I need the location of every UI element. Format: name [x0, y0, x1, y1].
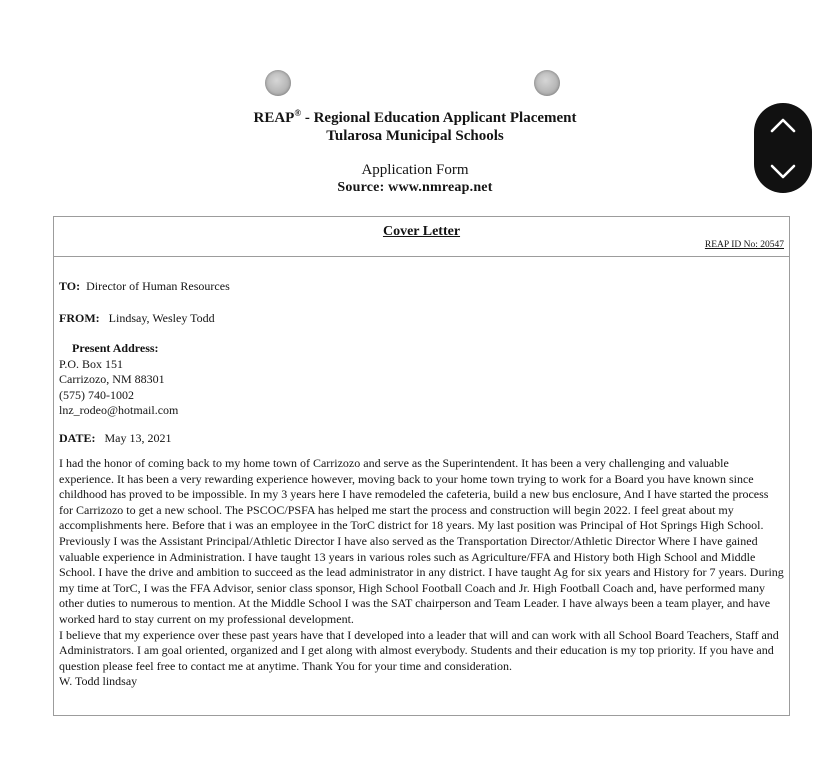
letter-text [59, 456, 784, 690]
cover-letter-box [53, 216, 790, 716]
email-address: lnz_rodeo@hotmail.com [59, 403, 179, 417]
date-line [59, 431, 784, 447]
chevron-down-icon[interactable] [768, 156, 798, 186]
address-line: P.O. Box 151 [59, 356, 124, 371]
signature-line: W. Todd lindsay [59, 674, 138, 689]
scroll-control [754, 103, 812, 193]
cover-letter-header [54, 217, 789, 257]
from-line [59, 311, 784, 327]
present-address-label: Present Address: [72, 341, 159, 355]
address-line: (575) 740-1002 [59, 387, 134, 402]
document-header [200, 104, 630, 197]
to-value: Director of Human Resources [86, 279, 230, 293]
address-line: Carrizozo, NM 88301 [59, 372, 165, 386]
address-block [59, 357, 784, 419]
form-name: Application Form [361, 162, 469, 178]
source-line: Source: www.nmreap.net [337, 180, 493, 195]
from-value: Lindsay, Wesley Todd [108, 310, 215, 325]
punch-hole-left [265, 70, 291, 96]
date-label: DATE: [59, 430, 96, 445]
cover-letter-body [54, 279, 789, 690]
date-value: May 13, 2021 [104, 430, 172, 445]
to-line [59, 279, 784, 295]
cover-letter-title: Cover Letter [382, 224, 461, 239]
district-name: Tularosa Municipal Schools [326, 128, 504, 144]
letter-paragraph: I had the honor of coming back to my home town of Carrizozo and serve as the Superintendent. It has been a very challenging and valuable experience. It has been a very rewarding experience however, moving back to your home town trying to work for a Board you have known since childhood has proved to be impossible. In my 3 years here I have remodeled the cafeteria, build a new bus enclosure, And I have started the process for Carrizozo to get a new school. The PSCOC/PSFA has helped me start the process and construction will begin 2022. I feel great about my accomplishments here. Before that i was an employee in the TorC district for 18 years. My last position was Principal of Hot Springs High School. Previously I was the Assistant Principal/Athletic Director I have also served as the Transportation Director/Athletic Director Where I have gained valuable experience in Administration. I have taught 13 years in various roles such as Agriculture/FFA and History both High School and Middle School. I have the drive and ambition to succeed as the lead administrator in any district. I have taught Ag for six years and History for 7 years. During my time at TorC, I was the FFA Advisor, senior class sponsor, High School Football Coach and Jr. High Football Coach and, have performed many other duties to numerous to mention. At the Middle School I was the SAT chairperson and Team Leader. I have always been a team player, and have worked hard to stay current on my professional development. [59, 456, 784, 626]
to-label: TO: [59, 279, 81, 293]
letter-paragraph: I believe that my experience over these past years have that I developed into a leader that will and can work with all School Board Teachers, Staff and Administrators. I am goal oriented, organized and I get along with almost everybody. Students and their education is my top priority. If you have and question please feel free to contact me at anytime. Thank You for your time and consideration. [59, 627, 779, 673]
registered-mark: ® [294, 108, 302, 118]
reap-id: REAP ID No: 20547 [704, 240, 784, 250]
punch-hole-right [534, 70, 560, 96]
chevron-up-icon[interactable] [768, 111, 798, 141]
from-label: FROM: [59, 310, 100, 325]
document-title: REAP® - Regional Education Applicant Placement [253, 108, 577, 126]
